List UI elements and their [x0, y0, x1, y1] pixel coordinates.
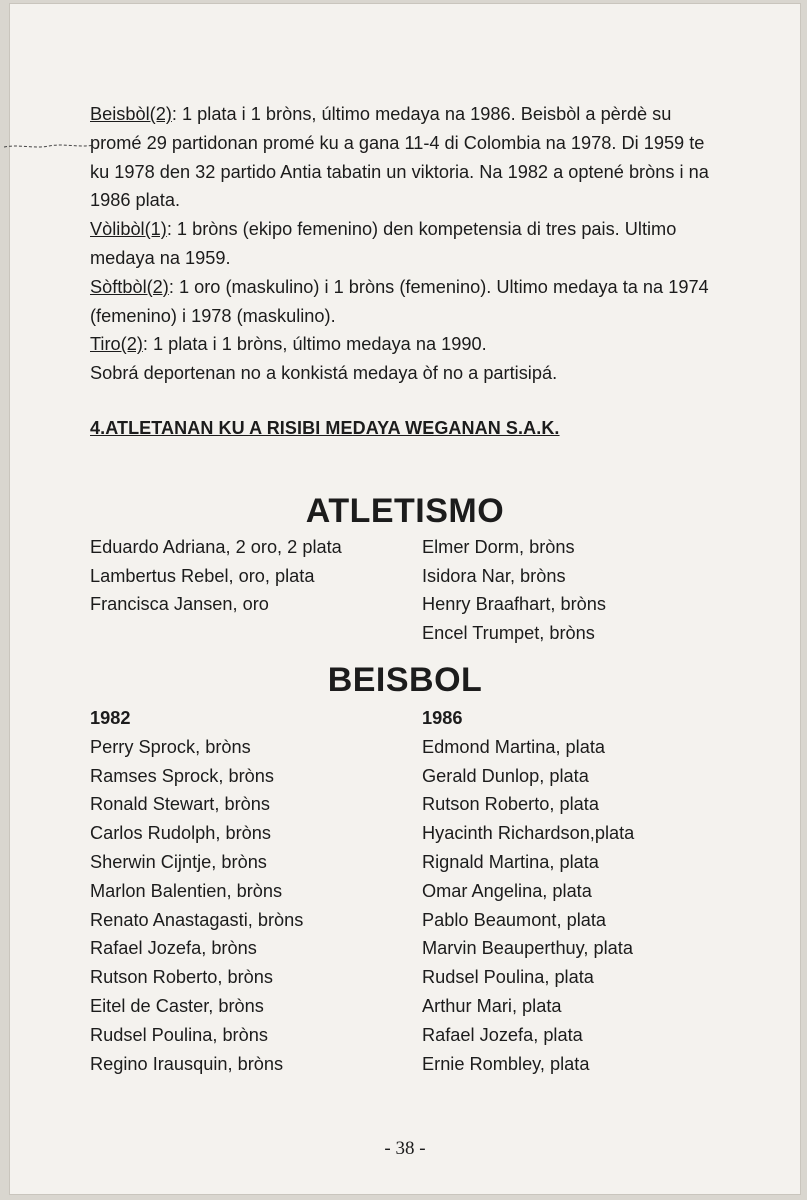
section-heading: 4.ATLETANAN KU A RISIBI MEDAYA WEGANAN S.A.K. [90, 417, 560, 438]
document-page [10, 4, 800, 1194]
page-content [90, 100, 720, 1078]
intro-paragraph [90, 359, 720, 388]
athlete-entry: Sherwin Cijntje, bròns [90, 851, 267, 872]
intro-paragraph [90, 273, 720, 331]
beisbol-left-list [90, 733, 422, 1079]
intro-paragraph [90, 215, 720, 273]
athlete-entry: Rutson Roberto, bròns [90, 967, 273, 988]
beisbol-right-list [422, 733, 720, 1079]
athlete-entry: Marvin Beauperthuy, plata [422, 938, 633, 959]
year-label-1986: 1986 [422, 707, 463, 728]
athlete-entry: Ronald Stewart, bròns [90, 794, 270, 815]
atletismo-right-column [422, 533, 720, 648]
beisbol-left-column [90, 704, 422, 1078]
atletismo-title: ATLETISMO [305, 491, 505, 530]
athlete-entry: Regino Irausquin, bròns [90, 1053, 284, 1074]
athlete-entry: Arthur Mari, plata [422, 995, 562, 1016]
athlete-entry: Eitel de Caster, bròns [90, 995, 264, 1016]
athlete-entry: Edmond Martina, plata [422, 736, 605, 757]
athlete-entry: Marlon Balentien, bròns [90, 880, 283, 901]
athlete-entry: Perry Sprock, bròns [90, 736, 251, 757]
beisbol-right-column [422, 704, 720, 1078]
stray-thread-mark [4, 142, 94, 150]
athlete-entry: Ramses Sprock, bròns [90, 765, 274, 786]
paragraph-text: : 1 plata i 1 bròns, último medaya na 1986. Beisbòl a pèrdè su promé 29 partidonan promé ku a gana 11-4 di Colombia na 1978. Di 1959 te ku 1978 den 32 partido Antia tabatin un viktoria. Na 1982 a optené bròns i na 1986 plata. [90, 104, 709, 211]
athlete-entry: Rutson Roberto, plata [422, 794, 599, 815]
athlete-entry: Omar Angelina, plata [422, 880, 592, 901]
athlete-entry: Rudsel Poulina, bròns [90, 1024, 268, 1045]
sport-label: Beisbòl(2) [90, 104, 172, 124]
sport-label: Vòlibòl(1) [90, 219, 167, 240]
beisbol-title: BEISBOL [327, 660, 483, 699]
athlete-entry: Gerald Dunlop, plata [422, 765, 589, 786]
athlete-entry: Pablo Beaumont, plata [422, 909, 607, 930]
beisbol-columns [90, 704, 720, 1078]
paragraph-text: : 1 plata i 1 bròns, último medaya na 1990. [142, 334, 487, 355]
sport-label: Tiro(2) [90, 334, 143, 355]
athlete-entry: Ernie Rombley, plata [422, 1053, 590, 1074]
paragraph-text: Sobrá deportenan no a konkistá medaya òf no a partisipá. [90, 363, 558, 384]
athlete-entry: Francisca Jansen, oro [90, 594, 269, 615]
athlete-entry: Rudsel Poulina, plata [422, 967, 594, 988]
paragraph-text: : 1 oro (maskulino) i 1 bròns (femenino). Ultimo medaya ta na 1974 (femenino) i 1978 (maskulino). [90, 276, 709, 326]
athlete-entry: Henry Braafhart, bròns [422, 594, 606, 615]
athlete-entry: Rignald Martina, plata [422, 851, 599, 872]
sport-label: Sòftbòl(2) [90, 276, 169, 297]
athlete-entry: Carlos Rudolph, bròns [90, 823, 271, 844]
atletismo-columns [90, 533, 720, 648]
athlete-entry: Elmer Dorm, bròns [422, 536, 575, 557]
intro-paragraph [90, 330, 720, 359]
athlete-entry: Lambertus Rebel, oro, plata [90, 565, 315, 586]
athlete-entry: Eduardo Adriana, 2 oro, 2 plata [90, 536, 342, 557]
paragraph-text: : 1 bròns (ekipo femenino) den kompetensia di tres pais. Ultimo medaya na 1959. [90, 219, 677, 268]
intro-paragraphs [90, 100, 720, 388]
athlete-entry: Encel Trumpet, bròns [422, 623, 595, 644]
athlete-entry: Rafael Jozefa, bròns [90, 938, 257, 959]
athlete-entry: Hyacinth Richardson,plata [422, 823, 635, 844]
athlete-entry: Renato Anastagasti, bròns [90, 909, 304, 930]
athlete-entry: Rafael Jozefa, plata [422, 1024, 583, 1045]
year-label-1982: 1982 [90, 707, 131, 728]
intro-paragraph [90, 100, 720, 215]
page-number: - 38 - [384, 1138, 426, 1159]
atletismo-left-column [90, 533, 422, 648]
athlete-entry: Isidora Nar, bròns [422, 565, 566, 586]
